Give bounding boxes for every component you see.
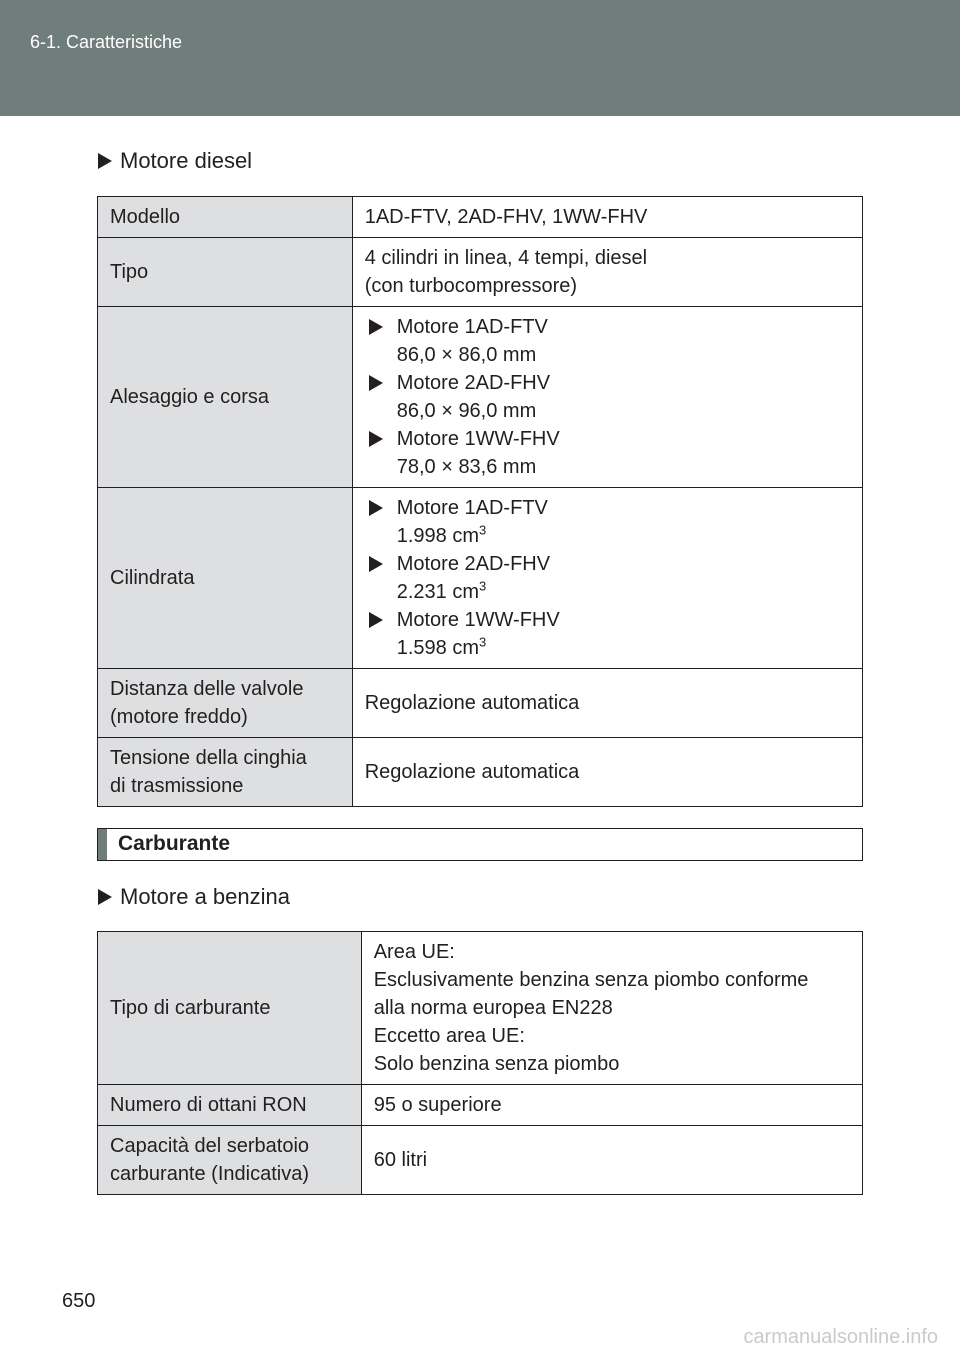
list-item: Motore 1WW-FHV: [365, 425, 850, 453]
row-value: [352, 307, 862, 488]
table-row: [98, 738, 863, 807]
table-row: [98, 1126, 863, 1195]
fuel-heading: [98, 884, 290, 910]
triangle-bullet-icon: [369, 556, 383, 572]
triangle-bullet-icon: [369, 500, 383, 516]
triangle-bullet-icon: [369, 612, 383, 628]
table-row: [98, 488, 863, 669]
row-label: Capacità del serbatoio carburante (Indicativa): [98, 1126, 362, 1195]
list-item-value: 1.598 $cm^3$: [396, 634, 487, 659]
list-item-value: 78,0 × 83,6 mm: [396, 456, 537, 478]
row-label: Tensione della cinghia di trasmissione: [98, 738, 353, 807]
list-item: Motore 1AD-FTV: [365, 494, 850, 522]
value-line: Area UE:: [373, 941, 455, 963]
diesel-heading: [98, 148, 252, 174]
list-item: Motore 1WW-FHV: [365, 606, 850, 634]
table-row: [98, 1085, 863, 1126]
page-number: 650: [62, 1290, 96, 1312]
fuel-spec-table: [97, 931, 863, 1195]
list-item: Motore 2AD-FHV: [365, 369, 850, 397]
watermark: carmanualsonline.info: [743, 1326, 938, 1348]
row-label: Tipo di carburante: [98, 932, 362, 1085]
row-label: Numero di ottani RON: [98, 1085, 362, 1126]
row-label: Tipo: [98, 238, 353, 307]
list-item: Motore 1AD-FTV: [365, 313, 850, 341]
triangle-bullet-icon: [98, 153, 112, 169]
table-row: [98, 932, 863, 1085]
list-item-value: 2.231 $cm^3$: [396, 578, 487, 603]
list-item-value: 86,0 × 86,0 mm: [396, 344, 537, 366]
triangle-bullet-icon: [98, 889, 112, 905]
table-row: [98, 238, 863, 307]
row-value: 60 litri: [361, 1126, 862, 1195]
row-value: Regolazione automatica: [352, 669, 862, 738]
page-header: [0, 0, 960, 116]
table-row: [98, 197, 863, 238]
list-item-value: 1.998 $cm^3$: [396, 522, 487, 547]
row-value: 95 o superiore: [361, 1085, 862, 1126]
diesel-spec-table: [97, 196, 863, 807]
row-value: [352, 238, 862, 307]
value-line: Solo benzina senza piombo: [373, 1053, 620, 1075]
row-value: [352, 488, 862, 669]
triangle-bullet-icon: [369, 431, 383, 447]
section-title: 6-1. Caratteristiche: [30, 32, 183, 52]
value-line: alla norma europea EN228: [373, 997, 613, 1019]
value-line: (con turbocompressore): [364, 275, 578, 297]
section-banner: [97, 828, 863, 861]
value-line: Esclusivamente benzina senza piombo conforme: [373, 969, 809, 991]
row-label: Cilindrata: [98, 488, 353, 669]
table-row: [98, 307, 863, 488]
list-item: Motore 2AD-FHV: [365, 550, 850, 578]
value-line: Eccetto area UE:: [373, 1025, 525, 1047]
row-value: Regolazione automatica: [352, 738, 862, 807]
row-value: 1AD-FTV, 2AD-FHV, 1WW-FHV: [352, 197, 862, 238]
banner-title: Carburante: [118, 832, 231, 855]
table-row: [98, 669, 863, 738]
value-line: 4 cilindri in linea, 4 tempi, diesel: [364, 247, 648, 269]
list-item-value: 86,0 × 96,0 mm: [396, 400, 537, 422]
row-value: [361, 932, 862, 1085]
fuel-heading-text: Motore a benzina: [120, 884, 290, 909]
row-label: Alesaggio e corsa: [98, 307, 353, 488]
diesel-heading-text: Motore diesel: [120, 148, 253, 173]
triangle-bullet-icon: [369, 319, 383, 335]
row-label: Modello: [98, 197, 353, 238]
triangle-bullet-icon: [369, 375, 383, 391]
row-label: Distanza delle valvole (motore freddo): [98, 669, 353, 738]
banner-accent: [98, 829, 107, 860]
